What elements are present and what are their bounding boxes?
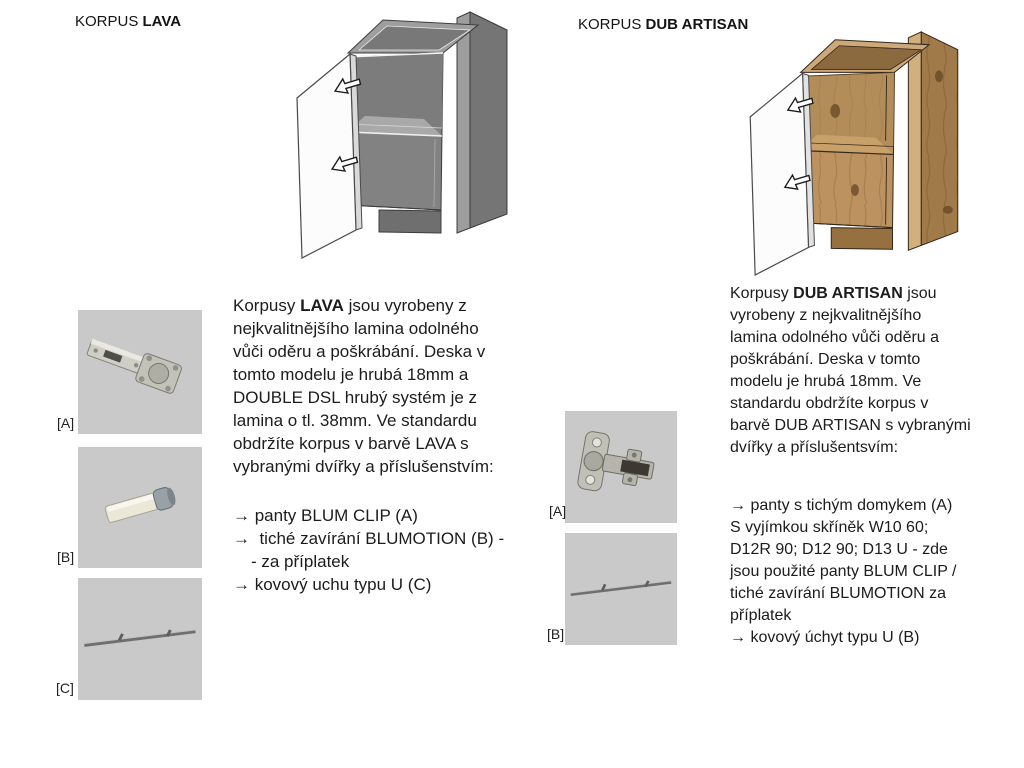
lava-cabinet-illustration	[283, 2, 518, 264]
hardware-image-blum-clip-hinge	[78, 310, 202, 434]
paragraph-bold-text: LAVA	[300, 296, 344, 315]
paragraph-line: nejkvalitnějšího lamina odolného	[233, 319, 479, 338]
paragraph-line: lamina o tl. 38mm. Ve standardu	[233, 411, 477, 430]
hinge-icon	[78, 310, 202, 434]
list-item-continuation: příplatek	[730, 607, 792, 624]
right-feature-list	[730, 495, 971, 649]
handle-icon	[78, 578, 202, 700]
list-item-continuation: S vyjímkou skříněk W10 60;	[730, 519, 929, 536]
paragraph-bold-text: DUB ARTISAN	[793, 285, 903, 302]
right-description	[730, 283, 971, 649]
right-section-title	[578, 16, 748, 33]
dub-artisan-cabinet-drawing	[735, 22, 970, 277]
paragraph-line: dvířky a příslušentsvím:	[730, 439, 899, 456]
paragraph-line	[233, 294, 504, 317]
left-title-prefix: KORPUS	[75, 13, 143, 30]
paragraph-line: vůči oděru a poškrábání. Deska v	[233, 342, 486, 361]
list-item: → panty s tichým domykem (A)	[730, 497, 953, 514]
list-item-continuation: D12R 90; D12 90; D13 U - zde	[730, 541, 948, 558]
paragraph-text: jsou	[902, 285, 937, 302]
list-item-continuation: tiché zavírání BLUMOTION za	[730, 585, 947, 602]
left-description	[233, 294, 504, 596]
left-hardware-label-a: [A]	[57, 415, 75, 431]
left-feature-list	[233, 504, 504, 596]
left-hardware-label-b: [B]	[57, 549, 75, 565]
paragraph-line: DOUBLE DSL hrubý systém je z	[233, 388, 478, 407]
paragraph-line: standardu obdržíte korpus v	[730, 395, 929, 412]
paragraph-line	[730, 283, 971, 305]
list-item: → kovový uchu typu U (C)	[233, 575, 432, 594]
handle-icon	[565, 533, 677, 645]
hardware-image-blumotion-damper	[78, 447, 202, 568]
damper-icon	[78, 447, 202, 568]
paragraph-line: vyrobeny z nejkvalitnějšího	[730, 307, 922, 324]
dub-artisan-cabinet-illustration	[735, 22, 970, 277]
hinge-icon	[565, 411, 677, 523]
paragraph-text: jsou vyrobeny z	[343, 296, 467, 315]
hardware-image-u-handle	[565, 533, 677, 645]
paragraph-line: poškrábání. Deska v tomto	[730, 351, 921, 368]
right-hardware-label-a: [A]	[549, 503, 567, 519]
left-hardware-label-c: [C]	[56, 680, 74, 696]
lava-cabinet-drawing	[283, 2, 518, 264]
paragraph-line: vybranými dvířky a příslušenstvím:	[233, 457, 494, 476]
list-item-continuation: - za příplatek	[251, 552, 350, 571]
right-hardware-label-b: [B]	[547, 626, 565, 642]
right-title-name: DUB ARTISAN	[645, 16, 749, 33]
list-item-continuation: jsou použité panty BLUM CLIP /	[730, 563, 957, 580]
list-item: → tiché zavírání BLUMOTION (B) -	[233, 529, 505, 548]
hardware-image-soft-close-hinge	[565, 411, 677, 523]
right-title-prefix: KORPUS	[578, 16, 646, 33]
left-section-title	[75, 13, 181, 30]
list-item: → panty BLUM CLIP (A)	[233, 506, 418, 525]
left-title-name: LAVA	[142, 13, 182, 30]
list-item: → kovový úchyt typu U (B)	[730, 629, 920, 646]
paragraph-line: lamina odolného vůči oděru a	[730, 329, 940, 346]
hardware-image-u-handle	[78, 578, 202, 700]
paragraph-text: Korpusy	[233, 296, 301, 315]
paragraph-line: obdržíte korpus v barvě LAVA s	[233, 434, 469, 453]
paragraph-line: barvě DUB ARTISAN s vybranými	[730, 417, 971, 434]
paragraph-line: modelu je hrubá 18mm. Ve	[730, 373, 922, 390]
paragraph-line: tomto modelu je hrubá 18mm a	[233, 365, 469, 384]
paragraph-text: Korpusy	[730, 285, 794, 302]
